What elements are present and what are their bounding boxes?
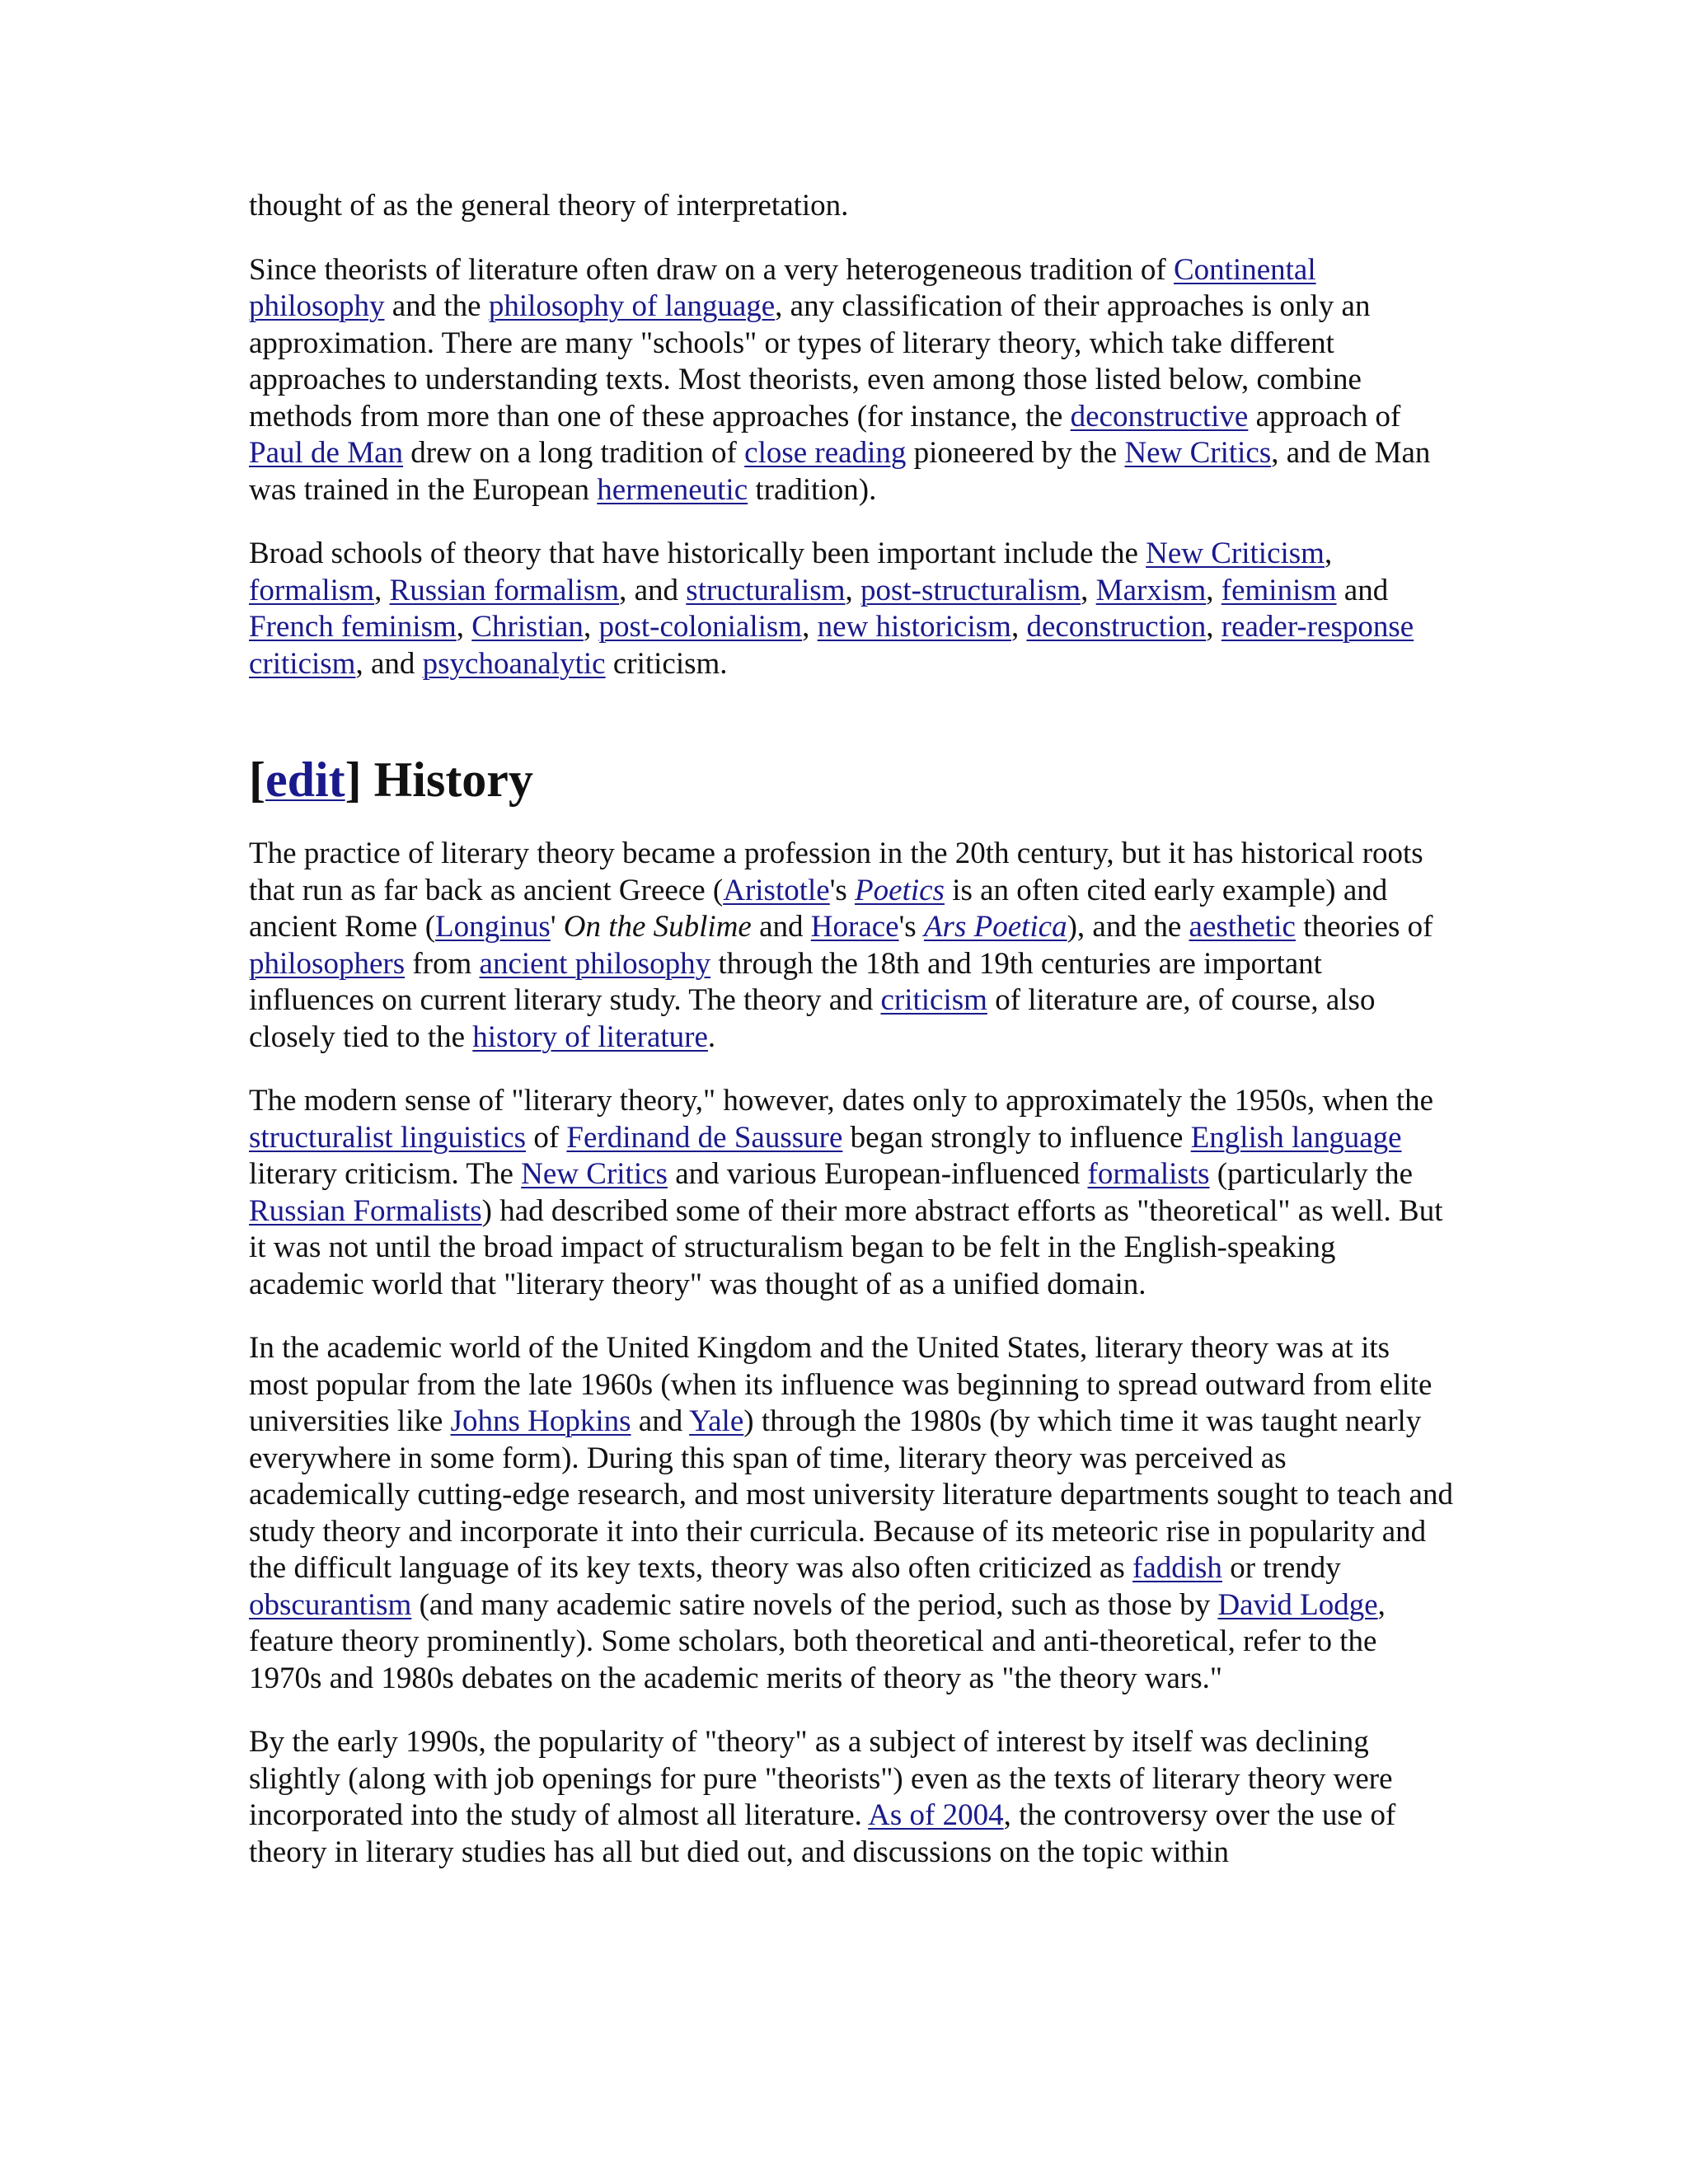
paragraph-text: , <box>456 610 472 644</box>
link-philosophy-of-language[interactable]: philosophy of language <box>488 289 776 323</box>
paragraph-text: , <box>1324 537 1333 570</box>
paragraph-text: tradition). <box>748 472 877 507</box>
paragraph-text: or trendy <box>1221 1551 1341 1585</box>
paragraph-text: , <box>1081 573 1096 607</box>
link-formalism[interactable]: formalism <box>249 573 375 607</box>
paragraph-text: of <box>526 1120 567 1155</box>
link-philosophers[interactable]: philosophers <box>249 946 406 981</box>
bracket-close: ] <box>345 752 362 807</box>
link-psychoanalytic[interactable]: psychoanalytic <box>422 646 606 681</box>
paragraph-text: is an often cited early example) and ancient Rome ( <box>249 873 1388 944</box>
paragraph-text: (particularly the <box>1209 1157 1414 1191</box>
paragraph-text: , <box>583 610 599 644</box>
paragraph-academic-world <box>249 1330 1454 1697</box>
paragraph-text: through the 18th and 19th centuries are important influences on current literary study. The theory and <box>249 946 1322 1017</box>
link-new-critics[interactable]: New Critics <box>1124 436 1272 470</box>
paragraph-text: ' <box>550 910 564 944</box>
paragraph-text: , and de Man was trained in the European <box>249 436 1431 507</box>
link-history-of-literature[interactable]: history of literature <box>472 1019 708 1054</box>
link-longinus[interactable]: Longinus <box>435 910 551 944</box>
paragraph-text: and <box>631 1404 690 1438</box>
link-post-structuralism[interactable]: post-structuralism <box>860 573 1081 607</box>
paragraph-text: ), and the <box>1067 910 1189 944</box>
link-paul-de-man[interactable]: Paul de Man <box>249 436 404 470</box>
link-new-historicism[interactable]: new historicism <box>817 610 1011 644</box>
paragraph-text: 's <box>898 910 924 944</box>
link-structuralist-linguistics[interactable]: structuralist linguistics <box>249 1120 527 1155</box>
paragraph-text: ) through the 1980s (by which time it was taught nearly everywhere in some form). During this span of time, literary theory was perceived as academically cutting-edge research, and most university literature departments sought to teach and study theory and incorporate it into their curricula. Because of its meteoric rise in popularity and the difficult language of its key texts, theory was also often criticized as <box>249 1404 1453 1585</box>
paragraph-text: and <box>1336 573 1389 607</box>
link-continental-philosophy[interactable]: Continental philosophy <box>249 252 1316 323</box>
paragraph-text: (and many academic satire novels of the period, such as those by <box>411 1587 1218 1622</box>
link-deconstruction[interactable]: deconstruction <box>1026 610 1207 644</box>
paragraph-practice <box>249 836 1454 1056</box>
link-criticism[interactable]: criticism <box>880 983 987 1017</box>
paragraph-text: , <box>845 573 860 607</box>
paragraph-text: and various European-influenced <box>667 1157 1088 1191</box>
link-aristotle[interactable]: Aristotle <box>723 873 830 907</box>
paragraph-text: pioneered by the <box>906 436 1125 470</box>
link-ars-poetica[interactable]: Ars Poetica <box>923 910 1067 944</box>
link-formalists[interactable]: formalists <box>1087 1157 1210 1191</box>
link-christian[interactable]: Christian <box>471 610 584 644</box>
link-obscurantism[interactable]: obscurantism <box>249 1587 412 1622</box>
paragraph-text: ) had described some of their more abstract efforts as "theoretical" as well. But it was not until the broad impact of structuralism began to be felt in the English-speaking academic world that "literary theory" was thought of as a unified domain. <box>249 1193 1443 1301</box>
bracket-open: [ <box>249 752 265 807</box>
paragraph-text: Broad schools of theory that have historically been important include the <box>249 537 1146 570</box>
paragraph-modern-sense <box>249 1083 1454 1303</box>
paragraph-text: 's <box>829 873 856 907</box>
link-close-reading[interactable]: close reading <box>744 436 907 470</box>
paragraph-text: The practice of literary theory became a profession in the 20th century, but it has historical roots that run as far back as ancient Greece ( <box>249 837 1423 907</box>
link-ancient-philosophy[interactable]: ancient philosophy <box>479 946 711 981</box>
link-french-feminism[interactable]: French feminism <box>249 610 457 644</box>
link-new-critics[interactable]: New Critics <box>521 1157 668 1191</box>
link-yale[interactable]: Yale <box>689 1404 744 1438</box>
paragraph-text: literary criticism. The <box>249 1157 522 1191</box>
paragraph-broad-schools <box>249 536 1454 682</box>
link-russian-formalists[interactable]: Russian Formalists <box>249 1193 482 1228</box>
paragraph-text: , <box>1010 610 1027 644</box>
paragraph-text: thought of as the general theory of interpretation. <box>249 189 849 223</box>
paragraph-text: , <box>1206 573 1221 607</box>
paragraph-text: from <box>405 946 480 981</box>
link-as-of-2004[interactable]: As of 2004 <box>868 1798 1004 1832</box>
paragraph-text: In the academic world of the United Kingdom and the United States, literary theory was at its most popular from the late 1960s (when its influence was beginning to spread outward from elite universities like <box>249 1331 1432 1438</box>
paragraph-intro-end <box>249 188 1454 225</box>
link-reader-response-criticism[interactable]: reader-response criticism <box>249 610 1414 681</box>
paragraph-text: , the controversy over the use of theory in literary studies has all but died out, and discussions on the topic within <box>249 1798 1396 1869</box>
link-russian-formalism[interactable]: Russian formalism <box>389 573 620 607</box>
link-johns-hopkins[interactable]: Johns Hopkins <box>450 1404 631 1438</box>
section-heading-history <box>249 751 1454 808</box>
title-on-the-sublime: On the Sublime <box>563 910 752 944</box>
paragraph-text: criticism. <box>605 646 728 681</box>
paragraph-text: of literature are, of course, also closely tied to the <box>249 983 1376 1054</box>
paragraph-text: The modern sense of "literary theory," however, dates only to approximately the 1950s, when the <box>249 1084 1434 1118</box>
link-marxism[interactable]: Marxism <box>1095 573 1207 607</box>
link-poetics[interactable]: Poetics <box>855 873 945 907</box>
article-body <box>249 188 1454 1898</box>
link-ferdinand-de-saussure[interactable]: Ferdinand de Saussure <box>566 1120 843 1155</box>
paragraph-text: , any classification of their approaches is only an approximation. There are many "schools" or types of literary theory, which take different approaches to understanding texts. Most theorists, even among those listed below, combine methods from more than one of these approaches (for instance, the <box>249 289 1371 434</box>
paragraph-text: , and <box>355 646 423 681</box>
paragraph-text: Since theorists of literature often draw on a very heterogeneous tradition of <box>249 252 1174 287</box>
paragraph-text: , <box>374 573 390 607</box>
paragraph-text: drew on a long tradition of <box>403 436 745 470</box>
link-feminism[interactable]: feminism <box>1221 573 1337 607</box>
paragraph-text: By the early 1990s, the popularity of "theory" as a subject of interest by itself was declining slightly (along with job openings for pure "theorists") even as the texts of literary theory were incorporated into the study of almost all literature. <box>249 1725 1393 1832</box>
paragraph-text: and <box>751 910 811 944</box>
link-hermeneutic[interactable]: hermeneutic <box>597 472 748 507</box>
link-post-colonialism[interactable]: post-colonialism <box>598 610 803 644</box>
paragraph-text: , and <box>619 573 687 607</box>
paragraph-text: began strongly to influence <box>842 1120 1191 1155</box>
link-aesthetic[interactable]: aesthetic <box>1189 910 1296 944</box>
paragraph-text: , feature theory prominently). Some scholars, both theoretical and anti-theoretical, refer to the 1970s and 1980s debates on the academic merits of theory as "the theory wars." <box>249 1587 1386 1695</box>
link-horace[interactable]: Horace <box>810 910 899 944</box>
paragraph-text: and the <box>384 289 489 323</box>
paragraph-text: . <box>707 1019 716 1054</box>
paragraph-early-1990s <box>249 1724 1454 1871</box>
paragraph-text: , <box>802 610 818 644</box>
paragraph-theorists <box>249 252 1454 509</box>
link-faddish[interactable]: faddish <box>1132 1551 1222 1585</box>
link-structuralism[interactable]: structuralism <box>686 573 846 607</box>
paragraph-text: approach of <box>1248 399 1401 434</box>
section-title: History <box>361 752 533 807</box>
link-new-criticism[interactable]: New Criticism <box>1146 537 1325 570</box>
link-english-language[interactable]: English language <box>1190 1120 1402 1155</box>
paragraph-text: , <box>1206 610 1221 644</box>
link-david-lodge[interactable]: David Lodge <box>1217 1587 1378 1622</box>
paragraph-text: theories of <box>1295 910 1433 944</box>
link-deconstructive[interactable]: deconstructive <box>1070 399 1249 434</box>
edit-section-link[interactable]: edit <box>265 752 345 807</box>
